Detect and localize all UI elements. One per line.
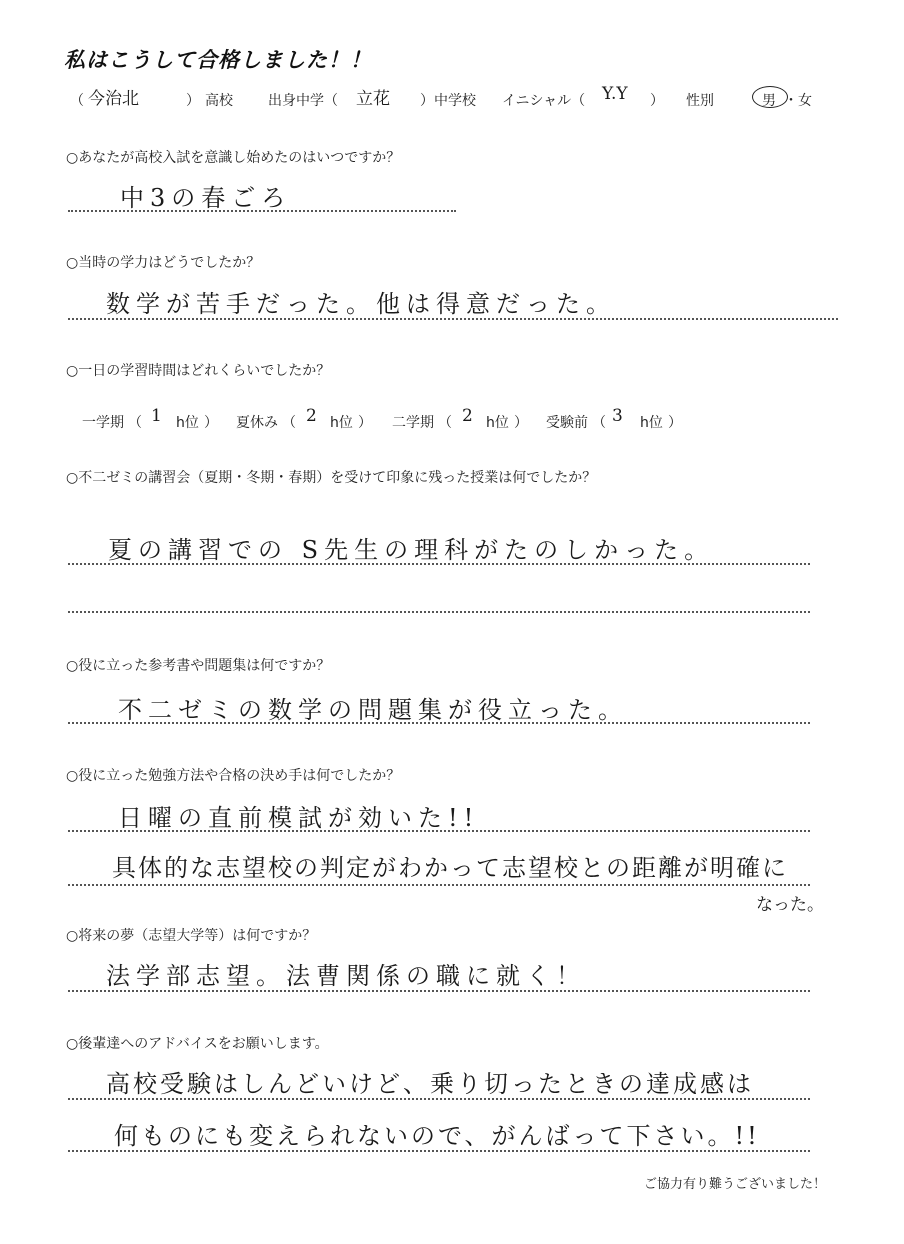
initial-value: Y.Y — [602, 84, 628, 104]
paren-close: ） — [358, 415, 372, 431]
paren-close: ） — [668, 415, 682, 431]
answer-line — [68, 611, 810, 613]
period-value: 2 — [462, 406, 473, 426]
answer-text-line-1: 日曜の直前模試が効いた!! — [118, 804, 480, 832]
paren-close: ） — [204, 415, 218, 431]
answer-text: 不二ゼミの数学の問題集が役立った。 — [118, 696, 628, 724]
high-school-open-paren: （ — [70, 93, 84, 109]
question-label: ○役に立った勉強方法や合格の決め手は何でしたか？ — [66, 768, 401, 784]
question-label: ○当時の学力はどうでしたか？ — [66, 255, 261, 271]
middle-school-suffix: ）中学校 — [420, 93, 476, 109]
paren-open: （ — [128, 415, 142, 431]
answer-text: 中3の春ごろ — [120, 184, 292, 212]
question-label: ○後輩達へのアドバイスをお願いします。 — [66, 1036, 329, 1052]
middle-school-prefix: 出身中学（ — [268, 93, 338, 109]
paren-close: ） — [514, 415, 528, 431]
gender-separator: ・ — [784, 93, 798, 109]
question-label: ○不二ゼミの講習会（夏期・冬期・春期）を受けて印象に残った授業は何でしたか？ — [66, 470, 597, 486]
period-value: 1 — [151, 406, 162, 426]
answer-line — [68, 1150, 810, 1152]
question-label: ○役に立った参考書や問題集は何ですか？ — [66, 658, 331, 674]
answer-line — [68, 1098, 810, 1100]
gender-male: 男 — [762, 93, 776, 109]
middle-school-value: 立花 — [356, 89, 390, 109]
answer-text: 夏の講習での S先生の理科がたのしかった。 — [108, 536, 715, 564]
question-label: ○あなたが高校入試を意識し始めたのはいつですか？ — [66, 150, 401, 166]
page-title: 私はこうして合格しました！！ — [64, 48, 372, 72]
answer-text-line-3: なった。 — [756, 895, 824, 915]
period-unit: h位 — [330, 415, 353, 431]
answer-text-line-2: 何ものにも変えられないので、がんばって下さい。!! — [114, 1122, 760, 1150]
paren-open: （ — [438, 415, 452, 431]
answer-line — [68, 830, 810, 832]
paren-open: （ — [592, 415, 606, 431]
period-value: 3 — [612, 406, 623, 426]
period-unit: h位 — [176, 415, 199, 431]
high-school-value: 今治北 — [88, 89, 139, 109]
period-unit: h位 — [640, 415, 663, 431]
answer-line — [68, 990, 810, 992]
period-name: 一学期 — [82, 415, 124, 431]
answer-text: 数学が苦手だった。他は得意だった。 — [106, 290, 616, 318]
period-name: 二学期 — [392, 415, 434, 431]
initial-close-paren: ） — [650, 93, 664, 109]
answer-text: 法学部志望。法曹関係の職に就く！ — [106, 962, 586, 990]
question-label: ○将来の夢（志望大学等）は何ですか？ — [66, 928, 317, 944]
period-name: 夏休み — [236, 415, 278, 431]
thank-you-note: ご協力有り難うございました！ — [643, 1177, 826, 1192]
answer-text-line-2: 具体的な志望校の判定がわかって志望校との距離が明確に — [112, 854, 788, 882]
gender-label: 性別 — [686, 93, 714, 109]
initial-label: イニシャル（ — [502, 93, 586, 109]
period-unit: h位 — [486, 415, 509, 431]
paren-open: （ — [282, 415, 296, 431]
gender-female: 女 — [798, 93, 812, 109]
answer-line — [68, 210, 456, 212]
answer-line — [68, 884, 810, 886]
question-label: ○一日の学習時間はどれくらいでしたか？ — [66, 363, 331, 379]
answer-line — [68, 722, 810, 724]
high-school-label: 高校 — [205, 93, 233, 109]
answer-line — [68, 318, 838, 320]
period-name: 受験前 — [546, 415, 588, 431]
period-value: 2 — [306, 406, 317, 426]
high-school-close-paren: ） — [186, 93, 200, 109]
answer-text-line-1: 高校受験はしんどいけど、乗り切ったときの達成感は — [106, 1070, 754, 1098]
answer-line — [68, 563, 810, 565]
